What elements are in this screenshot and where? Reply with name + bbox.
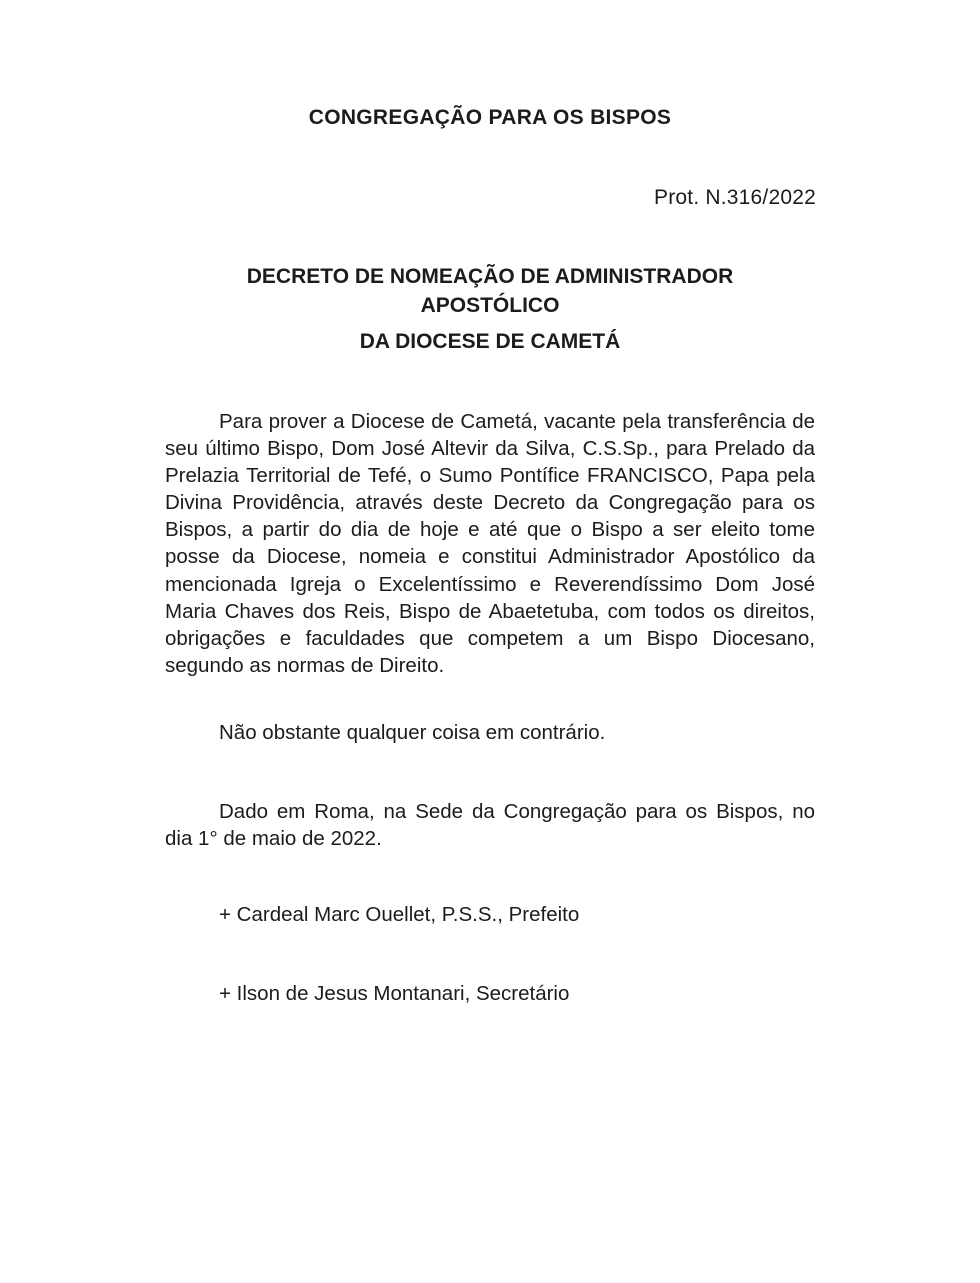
signature-secretary: + Ilson de Jesus Montanari, Secretário bbox=[219, 982, 570, 1005]
signature-prefect: + Cardeal Marc Ouellet, P.S.S., Prefeito bbox=[219, 903, 580, 926]
decree-title-line-2: APOSTÓLICO bbox=[420, 294, 560, 317]
decree-title bbox=[0, 262, 980, 320]
notwithstanding-clause: Não obstante qualquer coisa em contrário. bbox=[219, 721, 606, 744]
given-at-clause: Dado em Roma, na Sede da Congregação para os Bispos, no dia 1° de maio de 2022. bbox=[165, 800, 815, 851]
protocol-number: Prot. N.316/2022 bbox=[654, 186, 816, 209]
decree-subtitle: DA DIOCESE DE CAMETÁ bbox=[359, 330, 621, 353]
decree-title-line-1: DECRETO DE NOMEAÇÃO DE ADMINISTRADOR bbox=[246, 265, 734, 288]
main-paragraph: Para prover a Diocese de Cametá, vacante pela transferência de seu último Bispo, Dom José Altevir da Silva, C.S.Sp., para Prelado da Prelazia Territorial de Tefé, o Sumo Pontífice FRANCISCO, Papa pela Divina Providência, através deste Decreto da Congregação para os Bispos, a partir do dia de hoje e até que o Bispo a ser eleito tome posse da Diocese, nomeia e constitui Administrador Apostólico da mencionada Igreja o Excelentíssimo e Reverendíssimo Dom José Maria Chaves dos Reis, Bispo de Abaetetuba, com todos os direitos, obrigações e faculdades que competem a um Bispo Diocesano, segundo as normas de Direito. bbox=[165, 410, 815, 677]
congregation-heading: CONGREGAÇÃO PARA OS BISPOS bbox=[308, 106, 672, 129]
